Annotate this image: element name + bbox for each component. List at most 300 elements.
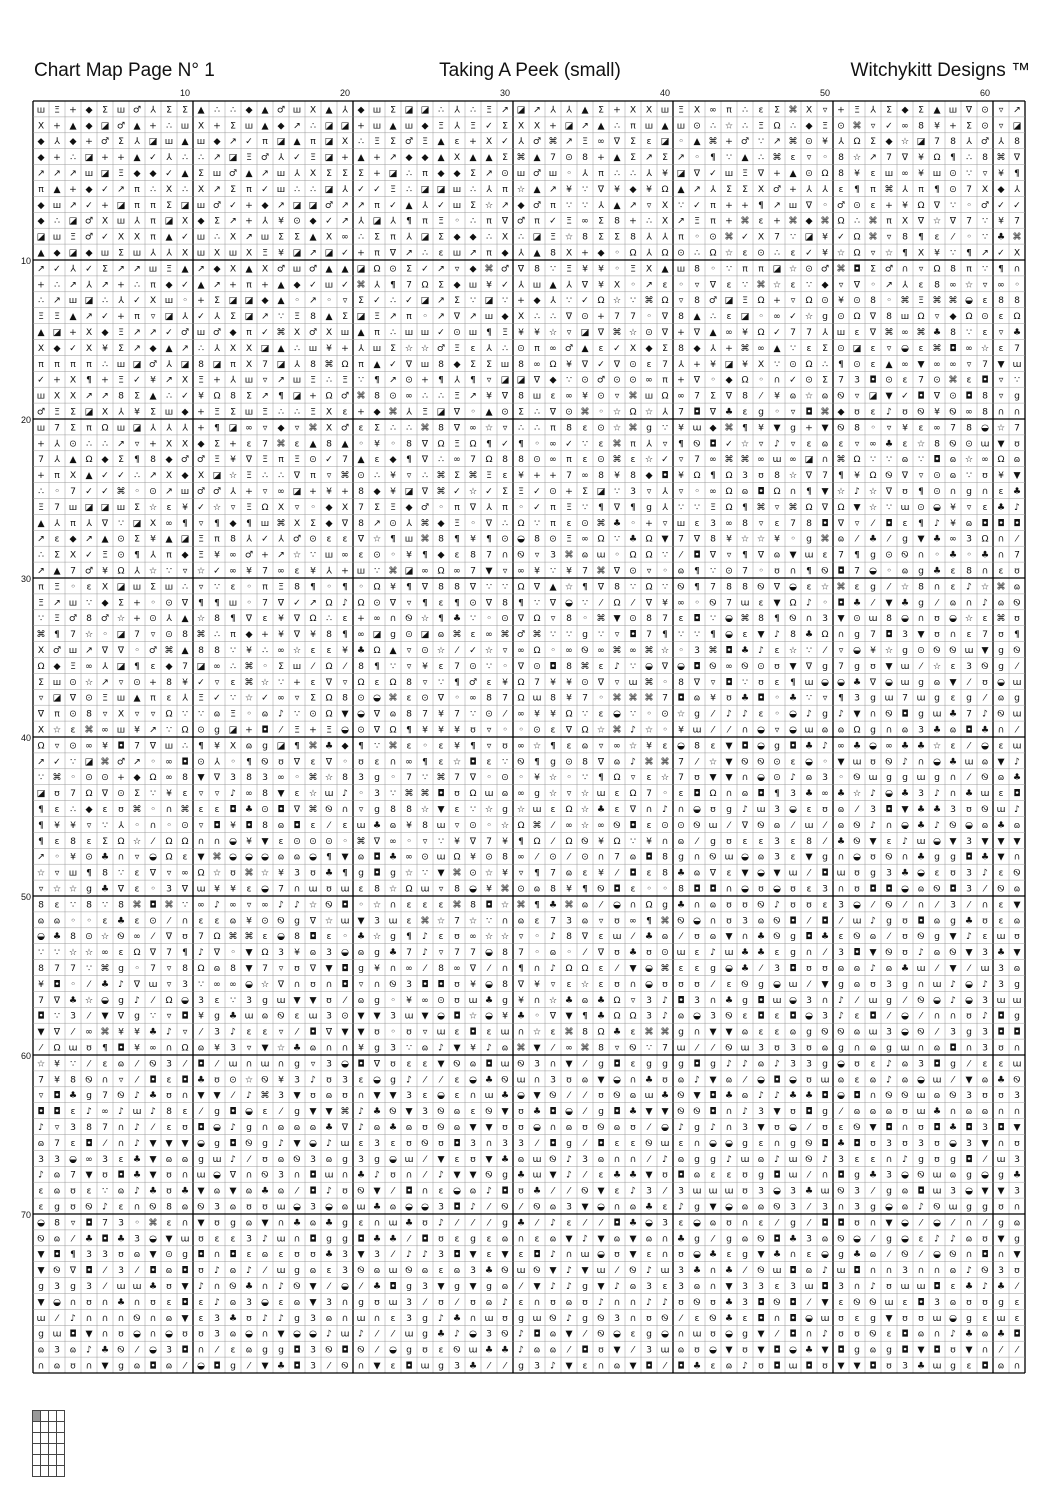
chart-symbol: ∩ [950, 788, 957, 799]
chart-symbol: ¶ [966, 248, 972, 259]
chart-symbol: 8 [950, 327, 956, 338]
chart-symbol: ◆ [37, 216, 45, 227]
chart-symbol: Ꮻ [437, 1122, 444, 1133]
chart-symbol: ◦ [758, 311, 763, 322]
chart-symbol: ◒ [69, 1154, 77, 1165]
chart-symbol: ⌘ [932, 295, 941, 306]
chart-symbol: ☆ [885, 248, 893, 259]
chart-symbol: ∵ [230, 645, 236, 656]
chart-symbol: ∩ [902, 852, 909, 863]
chart-symbol: 7 [662, 693, 668, 704]
chart-symbol: ▲ [181, 168, 189, 179]
chart-symbol: ♪ [438, 1043, 444, 1054]
chart-symbol: ⅄ [453, 375, 460, 386]
chart-symbol: ε [855, 581, 860, 592]
chart-symbol: ◒ [933, 1217, 941, 1228]
chart-symbol: ◪ [853, 343, 862, 354]
chart-symbol: ¶ [790, 677, 796, 688]
chart-symbol: ε [103, 804, 108, 815]
chart-symbol: ʊ [742, 899, 748, 910]
chart-symbol: 3 [758, 1106, 764, 1117]
chart-symbol: ɷ [214, 963, 221, 974]
chart-symbol: ɛ [743, 248, 748, 259]
chart-symbol: ♪ [134, 1186, 140, 1197]
chart-symbol: ɷ [758, 915, 765, 926]
chart-symbol: ◘ [293, 1345, 300, 1356]
chart-symbol: ʊ [278, 756, 284, 767]
chart-symbol: ε [951, 566, 956, 577]
chart-symbol: Ξ [566, 216, 572, 227]
chart-symbol: ◦ [246, 597, 251, 608]
chart-symbol: ¥ [710, 359, 716, 370]
chart-symbol: ʊ [934, 1138, 940, 1149]
chart-symbol: ◒ [277, 931, 285, 942]
chart-symbol: ☆ [565, 232, 573, 243]
chart-symbol: 8 [742, 391, 748, 402]
chart-symbol: ◘ [773, 1233, 780, 1244]
chart-symbol: 3 [582, 1154, 588, 1165]
chart-symbol: ♪ [134, 1090, 140, 1101]
chart-symbol: ▿ [247, 1043, 252, 1054]
chart-symbol: ¶ [934, 184, 940, 195]
chart-symbol: ¶ [342, 581, 348, 592]
chart-symbol: ◦ [534, 947, 539, 958]
chart-symbol: ⁄ [966, 677, 972, 688]
chart-symbol: ▲ [53, 184, 61, 195]
chart-symbol: ɛ [327, 534, 332, 545]
chart-symbol: ¥ [902, 200, 908, 211]
chart-symbol: ⌘ [276, 438, 285, 449]
chart-symbol: ⊙ [581, 375, 589, 386]
chart-symbol: 3 [246, 1233, 252, 1244]
chart-symbol: ♣ [789, 1233, 797, 1244]
chart-symbol: ♣ [869, 534, 877, 545]
chart-symbol: ◦ [838, 772, 843, 783]
chart-symbol: ∩ [534, 995, 541, 1006]
chart-symbol: ◒ [901, 1170, 909, 1181]
chart-symbol: ∩ [646, 804, 653, 815]
chart-symbol: ◦ [326, 581, 331, 592]
chart-symbol: ◒ [725, 1329, 733, 1340]
chart-symbol: ⊙ [837, 120, 845, 131]
chart-symbol: ♣ [133, 1154, 141, 1165]
chart-symbol: ∞ [981, 454, 989, 465]
chart-symbol: ▿ [519, 931, 524, 942]
chart-symbol: ∩ [966, 1043, 973, 1054]
chart-symbol: ɯ [149, 979, 158, 990]
chart-symbol: ∵ [502, 581, 508, 592]
chart-symbol: ▿ [407, 597, 412, 608]
chart-symbol: ▼ [597, 1233, 605, 1244]
chart-symbol: ⌘ [84, 725, 93, 736]
chart-symbol: ◪ [213, 470, 222, 481]
chart-symbol: 7 [54, 963, 60, 974]
chart-symbol: ∇ [357, 534, 365, 545]
chart-symbol: ʊ [1014, 1138, 1020, 1149]
chart-symbol: ∩ [470, 1313, 477, 1324]
chart-symbol: ∵ [662, 550, 668, 561]
chart-symbol: ∇ [117, 1011, 125, 1022]
chart-symbol: g [1014, 1233, 1020, 1244]
chart-symbol: ∴ [646, 216, 652, 227]
chart-symbol: ⁄ [470, 1217, 476, 1228]
chart-symbol: Χ [294, 327, 300, 338]
chart-symbol: ☆ [821, 581, 829, 592]
chart-symbol: ◦ [470, 407, 475, 418]
chart-symbol: ▿ [407, 661, 412, 672]
chart-symbol: 3 [310, 1345, 316, 1356]
chart-symbol: ↗ [565, 136, 573, 147]
chart-symbol: ∴ [422, 391, 428, 402]
chart-symbol: Ξ [102, 693, 108, 704]
chart-symbol: 3 [342, 1249, 348, 1260]
chart-symbol: Ω [405, 884, 412, 895]
chart-symbol: Χ [662, 200, 668, 211]
chart-symbol: ◒ [149, 1233, 157, 1244]
chart-symbol: ⁄ [630, 1345, 636, 1356]
chart-symbol: ɷ [406, 1122, 413, 1133]
chart-symbol: ɷ [934, 1043, 941, 1054]
chart-symbol: ⊙ [453, 327, 461, 338]
chart-symbol: ɷ [294, 1297, 301, 1308]
chart-symbol: Ξ [54, 311, 60, 322]
chart-symbol: ɯ [421, 1361, 430, 1372]
chart-symbol: ɯ [997, 1313, 1006, 1324]
chart-symbol: 8 [406, 438, 412, 449]
chart-symbol: ☆ [85, 629, 93, 640]
chart-symbol: ⅄ [101, 661, 108, 672]
chart-symbol: ¶ [534, 899, 540, 910]
chart-symbol: ✓ [661, 454, 669, 465]
chart-symbol: ♣ [501, 1154, 509, 1165]
chart-symbol: ◒ [613, 709, 621, 720]
chart-symbol: ∴ [438, 391, 444, 402]
chart-symbol: ◆ [69, 136, 77, 147]
chart-symbol: Ꮻ [453, 1345, 460, 1356]
chart-symbol: ɷ [566, 1122, 573, 1133]
chart-symbol: ɯ [789, 868, 798, 879]
chart-symbol: ▲ [549, 581, 557, 592]
chart-symbol: ʊ [246, 1202, 252, 1213]
chart-symbol: Ω [165, 709, 172, 720]
chart-symbol: ∴ [262, 645, 268, 656]
chart-symbol: π [166, 550, 172, 561]
chart-symbol: ∞ [277, 693, 285, 704]
chart-symbol: ɷ [550, 1345, 557, 1356]
chart-symbol: ε [903, 438, 908, 449]
chart-symbol: ⌘ [612, 693, 621, 704]
chart-symbol: ɛ [999, 311, 1004, 322]
chart-symbol: ⌘ [772, 152, 781, 163]
chart-symbol: Ξ [438, 120, 444, 131]
chart-symbol: ◘ [981, 1361, 988, 1372]
chart-symbol: ▼ [997, 836, 1005, 847]
chart-symbol: g [918, 677, 924, 688]
chart-symbol: ◆ [405, 152, 413, 163]
chart-symbol: ∇ [53, 995, 61, 1006]
chart-symbol: ε [647, 868, 652, 879]
chart-symbol: ↗ [389, 311, 397, 322]
chart-symbol: ¥ [166, 788, 172, 799]
chart-symbol: Ꮻ [741, 979, 748, 990]
chart-symbol: ◒ [341, 1058, 349, 1069]
chart-symbol: ▿ [263, 486, 268, 497]
chart-symbol: ⁄ [886, 1011, 892, 1022]
chart-symbol: 7 [838, 375, 844, 386]
chart-symbol: ɯ [117, 1281, 126, 1292]
chart-symbol: ∵ [54, 947, 60, 958]
chart-symbol: ▿ [871, 120, 876, 131]
chart-symbol: ♣ [485, 1345, 493, 1356]
chart-symbol: ◪ [133, 422, 142, 433]
chart-symbol: ▿ [87, 820, 92, 831]
chart-symbol: ʊ [646, 947, 652, 958]
chart-symbol: ⊙ [853, 613, 861, 624]
chart-symbol: 8 [966, 566, 972, 577]
chart-symbol: ε [87, 836, 92, 847]
chart-symbol: ◘ [773, 1074, 780, 1085]
chart-symbol: 7 [182, 661, 188, 672]
chart-symbol: ∵ [166, 725, 172, 736]
chart-symbol: 8 [1014, 136, 1020, 147]
chart-symbol: ¶ [246, 756, 252, 767]
chart-symbol: ◦ [774, 407, 779, 418]
chart-symbol: ε [887, 836, 892, 847]
chart-symbol: ◘ [901, 1329, 908, 1340]
chart-symbol: ш [149, 263, 157, 274]
chart-symbol: ∩ [838, 1202, 845, 1213]
chart-symbol: ʊ [662, 1074, 668, 1085]
chart-symbol: Ξ [70, 661, 76, 672]
chart-symbol: 3 [790, 1043, 796, 1054]
chart-symbol: ɷ [950, 1265, 957, 1276]
chart-symbol: ε [967, 1361, 972, 1372]
chart-symbol: ♂ [533, 136, 541, 147]
chart-symbol: ▼ [181, 1138, 189, 1149]
chart-symbol: Ꮻ [389, 1106, 396, 1117]
chart-symbol: ☆ [421, 804, 429, 815]
chart-symbol: ☆ [213, 502, 221, 513]
chart-symbol: Ω [853, 454, 860, 465]
chart-symbol: 7 [534, 677, 540, 688]
chart-symbol: ↗ [309, 597, 317, 608]
chart-symbol: ɷ [822, 1233, 829, 1244]
chart-symbol: 7 [102, 1122, 108, 1133]
chart-symbol: ɷ [246, 1186, 253, 1197]
chart-symbol: ʊ [902, 1313, 908, 1324]
chart-symbol: ¶ [438, 375, 444, 386]
chart-symbol: ◘ [341, 899, 348, 910]
chart-symbol: ʊ [374, 1297, 380, 1308]
chart-symbol: ▲ [133, 693, 141, 704]
chart-symbol: ◦ [966, 232, 971, 243]
chart-symbol: ♪ [550, 1249, 556, 1260]
chart-symbol: ɛ [503, 470, 508, 481]
chart-symbol: ♪ [742, 709, 748, 720]
chart-symbol: ɯ [517, 1265, 526, 1276]
chart-symbol: ∇ [901, 470, 909, 481]
chart-symbol: ∵ [630, 661, 636, 672]
chart-symbol: ∇ [373, 709, 381, 720]
chart-symbol: ☆ [149, 566, 157, 577]
chart-symbol: ʊ [934, 613, 940, 624]
chart-symbol: ✓ [581, 295, 589, 306]
chart-symbol: ◘ [197, 1249, 204, 1260]
chart-symbol: ɛ [71, 725, 76, 736]
chart-symbol: 8 [918, 120, 924, 131]
chart-symbol: ∇ [949, 216, 957, 227]
chart-symbol: ♣ [229, 1011, 237, 1022]
chart-symbol: ♣ [1013, 1170, 1021, 1181]
chart-symbol: g [886, 1043, 892, 1054]
chart-symbol: ♪ [406, 1249, 412, 1260]
chart-symbol: Χ [150, 518, 156, 529]
chart-symbol: π [38, 581, 44, 592]
chart-symbol: ʊ [566, 1074, 572, 1085]
chart-symbol: ɛ [599, 931, 604, 942]
chart-symbol: ¥ [502, 1011, 508, 1022]
chart-symbol: ♣ [149, 1090, 157, 1101]
chart-symbol: ◒ [901, 1027, 909, 1038]
chart-symbol: ¶ [54, 629, 60, 640]
chart-symbol: ✓ [533, 486, 541, 497]
chart-symbol: ¥ [662, 597, 668, 608]
chart-symbol: g [790, 422, 796, 433]
chart-symbol: Ꮻ [1013, 645, 1020, 656]
chart-symbol: ▼ [725, 1027, 733, 1038]
chart-symbol: Ω [853, 136, 860, 147]
chart-symbol: ɷ [166, 1361, 173, 1372]
chart-symbol: ◘ [853, 263, 860, 274]
chart-symbol: ⁄ [86, 1058, 92, 1069]
chart-symbol: ◒ [901, 1217, 909, 1228]
chart-symbol: ◒ [37, 1217, 45, 1228]
chart-symbol: 3 [358, 772, 364, 783]
chart-symbol: ⊙ [789, 359, 797, 370]
chart-symbol: ∩ [550, 1058, 557, 1069]
chart-symbol: ¶ [38, 820, 44, 831]
chart-symbol: ∴ [470, 104, 476, 115]
chart-symbol: ɯ [933, 1361, 942, 1372]
chart-symbol: ɛ [439, 597, 444, 608]
chart-symbol: ▼ [885, 1217, 893, 1228]
chart-symbol: ♪ [950, 979, 956, 990]
chart-symbol: ⌘ [996, 152, 1005, 163]
chart-symbol: ш [373, 343, 381, 354]
chart-symbol: ⁄ [326, 1281, 332, 1292]
chart-symbol: Χ [166, 184, 172, 195]
chart-symbol: 3 [806, 1058, 812, 1069]
chart-symbol: ▼ [149, 1138, 157, 1149]
chart-symbol: ¶ [918, 518, 924, 529]
chart-symbol: ш [645, 391, 653, 402]
chart-symbol: Σ [598, 232, 604, 243]
chart-symbol: ∇ [565, 311, 573, 322]
chart-symbol: ∇ [693, 168, 701, 179]
chart-symbol: Ω [933, 263, 940, 274]
chart-symbol: 8 [678, 311, 684, 322]
chart-symbol: ∞ [581, 216, 589, 227]
chart-symbol: Ꮻ [485, 1170, 492, 1181]
chart-symbol: g [502, 1170, 508, 1181]
chart-symbol: ◪ [69, 248, 78, 259]
chart-symbol: Ꮻ [837, 391, 844, 402]
chart-symbol: Σ [326, 168, 332, 179]
chart-symbol: ◆ [837, 407, 845, 418]
chart-symbol: + [693, 359, 701, 370]
chart-symbol: ◒ [293, 1202, 301, 1213]
chart-symbol: g [694, 1154, 700, 1165]
chart-symbol: ∩ [710, 915, 717, 926]
chart-symbol: Ꮻ [133, 1313, 140, 1324]
chart-symbol: ☆ [933, 216, 941, 227]
chart-symbol: ʊ [774, 1043, 780, 1054]
chart-symbol: ◦ [390, 1027, 395, 1038]
chart-symbol: ɯ [405, 1011, 414, 1022]
chart-symbol: Ꮻ [661, 1313, 668, 1324]
chart-symbol: ▿ [167, 979, 172, 990]
chart-symbol: ɯ [341, 1138, 350, 1149]
chart-symbol: ε [999, 343, 1004, 354]
chart-symbol: ¶ [454, 597, 460, 608]
chart-symbol: ⌘ [116, 486, 125, 497]
chart-symbol: ▼ [597, 1074, 605, 1085]
chart-symbol: ¶ [678, 438, 684, 449]
chart-symbol: ◘ [933, 454, 940, 465]
chart-symbol: ∩ [86, 1313, 93, 1324]
chart-symbol: ◘ [677, 1361, 684, 1372]
chart-symbol: ♪ [342, 597, 348, 608]
chart-symbol: 7 [70, 788, 76, 799]
chart-symbol: ⊙ [309, 709, 317, 720]
chart-symbol: ¶ [230, 613, 236, 624]
chart-symbol: ∵ [118, 518, 124, 529]
chart-symbol: ¥ [358, 1043, 364, 1054]
chart-symbol: π [742, 263, 748, 274]
chart-symbol: ε [727, 1249, 732, 1260]
chart-symbol: ▿ [695, 279, 700, 290]
chart-symbol: ⁄ [262, 1265, 268, 1276]
chart-symbol: ◒ [725, 1202, 733, 1213]
chart-symbol: Ω [629, 550, 636, 561]
chart-symbol: ∴ [310, 120, 316, 131]
chart-symbol: ▿ [775, 725, 780, 736]
chart-symbol: ɛ [807, 343, 812, 354]
chart-symbol: ʊ [662, 979, 668, 990]
chart-symbol: ∴ [182, 184, 188, 195]
chart-symbol: ɷ [518, 1154, 525, 1165]
chart-symbol: ▼ [373, 1090, 381, 1101]
chart-symbol: Ꮻ [997, 884, 1004, 895]
chart-symbol: ɷ [886, 963, 893, 974]
chart-symbol: ▼ [885, 597, 893, 608]
chart-symbol: ♣ [597, 995, 605, 1006]
chart-symbol: ɯ [725, 947, 734, 958]
chart-symbol: ɷ [630, 1090, 637, 1101]
chart-symbol: 3 [966, 836, 972, 847]
chart-symbol: ✓ [85, 550, 93, 561]
chart-symbol: ▼ [629, 1361, 637, 1372]
chart-symbol: 3 [790, 1281, 796, 1292]
chart-symbol: ◒ [677, 661, 685, 672]
chart-symbol: ♣ [389, 1122, 397, 1133]
chart-symbol: ɯ [741, 1043, 750, 1054]
chart-symbol: ε [39, 1202, 44, 1213]
chart-symbol: ⊙ [261, 915, 269, 926]
chart-symbol: ɛ [87, 1186, 92, 1197]
chart-symbol: ◘ [949, 343, 956, 354]
chart-symbol: ∇ [533, 581, 541, 592]
